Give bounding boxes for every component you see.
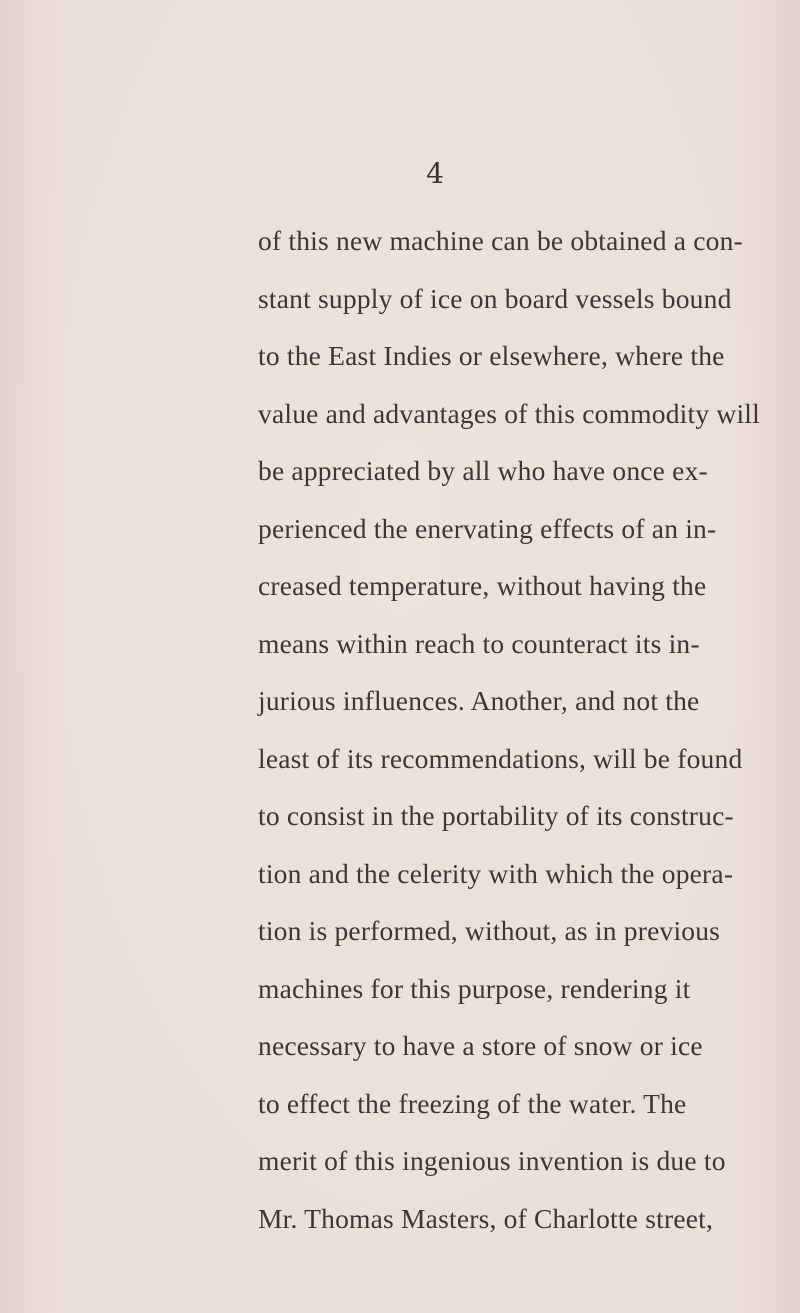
text-line: stant supply of ice on board vessels bound bbox=[258, 282, 732, 314]
text-line: tion and the celerity with which the opera- bbox=[258, 857, 734, 889]
text-line: value and advantages of this commodity will bbox=[258, 397, 760, 429]
text-line: creased temperature, without having the bbox=[258, 570, 707, 601]
text-line: to consist in the portability of its construc- bbox=[258, 800, 734, 831]
text-line: perienced the enervating effects of an in- bbox=[258, 512, 717, 544]
body-paragraph bbox=[258, 222, 760, 1257]
text-line: be appreciated by all who have once ex- bbox=[258, 455, 708, 486]
text-line: least of its recommendations, will be found bbox=[258, 742, 743, 774]
text-line: of this new machine can be obtained a con- bbox=[258, 225, 743, 256]
text-line: to the East Indies or elsewhere, where the bbox=[258, 340, 725, 371]
text-line: merit of this ingenious invention is due to bbox=[258, 1145, 726, 1176]
text-line: to effect the freezing of the water. The bbox=[258, 1087, 687, 1119]
page-number: 4 bbox=[426, 157, 444, 190]
text-line: tion is performed, without, as in previous bbox=[258, 915, 721, 946]
text-line: necessary to have a store of snow or ice bbox=[258, 1030, 703, 1061]
text-line: machines for this purpose, rendering it bbox=[258, 972, 691, 1004]
text-line: means within reach to counteract its in- bbox=[258, 627, 700, 659]
text-line: Mr. Thomas Masters, of Charlotte street, bbox=[258, 1202, 714, 1234]
text-line: jurious influences. Another, and not the bbox=[258, 685, 700, 716]
